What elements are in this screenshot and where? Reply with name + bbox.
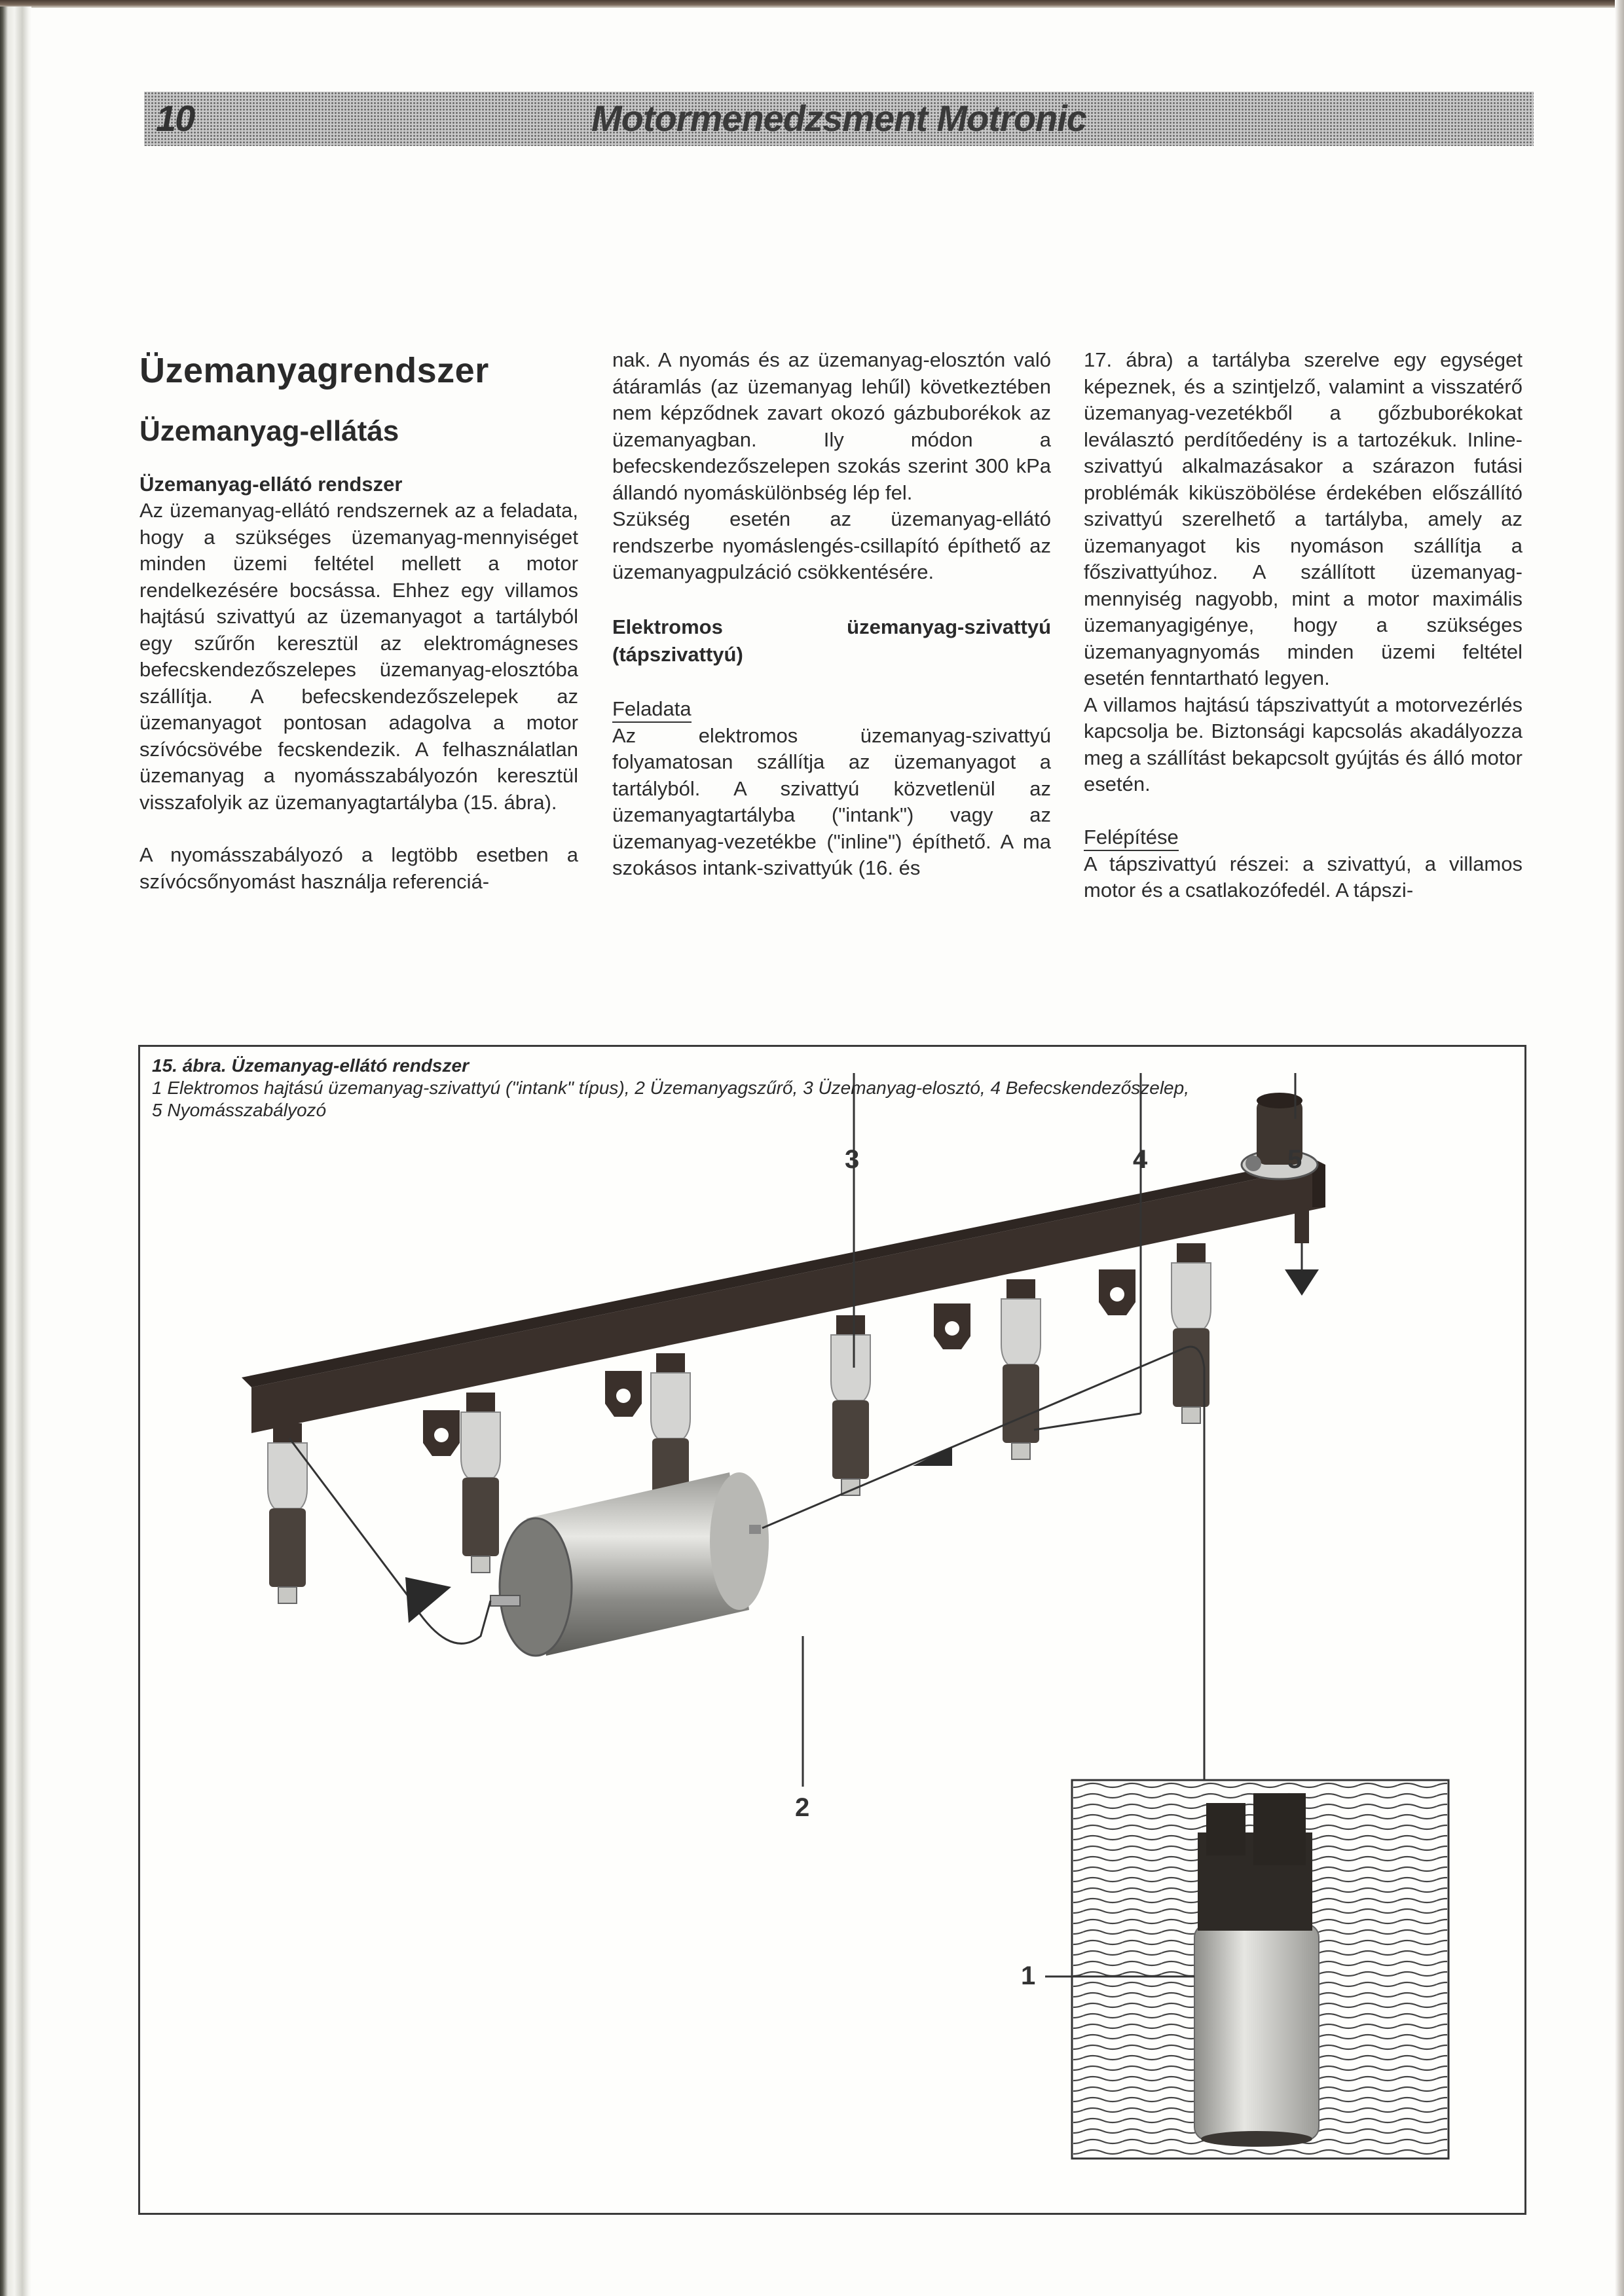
- subhead-feladata: Feladata: [612, 697, 692, 723]
- fuel-system-diagram: [140, 1047, 1524, 2213]
- figure-title: 15. ábra. Üzemanyag-ellátó rendszer: [152, 1055, 469, 1076]
- callout-2: 2: [795, 1793, 810, 1822]
- paragraph: A villamos hajtású tápszivattyút a motorvezérlés kapcsolja be. Biztonsági kapcsolás akadályozza meg a szállítást bekapcsolt gyújtás és álló motor esetén.: [1084, 693, 1522, 795]
- fuel-rail-icon: [242, 1158, 1325, 1433]
- scan-top-edge: [0, 0, 1624, 8]
- paragraph: 17. ábra) a tartályba szerelve egy egységet képeznek, és a szintjelző, valamint a visszatérő üzemanyag-vezetékből a gőzbuborékokat leválasztó perdítőedény is a tartozékuk. Inline-szivattyú alkalmazásakor a szárazon futási problémák kiküszöbölése érdekében előszállító szivattyú szerelhető a tartályba, amely az üzemanyagot kis nyomáson szállítja a főszivattyúhoz. A szállított üzemanyag-mennyiség nagyobb, mint a motor maximális üzemanyagigénye, hogy a szükséges üzemanyagnyomás minden üzemi feltétel esetén fenntartható legyen.: [1084, 348, 1522, 689]
- subsection-title: Elektromos üzemanyag-szivattyú (tápszivattyú): [612, 615, 1051, 666]
- return-arrow-icon: [1285, 1269, 1319, 1296]
- figure-legend-line: 1 Elektromos hajtású üzemanyag-szivattyú ("intank" típus), 2 Üzemanyagszűrő, 3 Üzemanyag-elosztó, 4 Befecskendezőszelep,: [152, 1078, 1189, 1098]
- section-title: Üzemanyag-ellátás: [139, 415, 399, 447]
- callout-4: 4: [1133, 1145, 1148, 1174]
- running-title: Motormenedzsment Motronic: [591, 98, 1086, 139]
- paragraph: Az üzemanyag-ellátó rendszernek az a feladata, hogy a szükséges üzemanyag-mennyiséget minden üzemi feltétel mellett a motor rendelkezésére bocsássa. Ehhez egy villamos hajtású szivattyú az üzemanyagot a tartályból egy szűrőn keresztül az elektromágneses befecskendezőszelepes üzemanyag-elosztóba szállítja. A befecskendezőszelepek az üzemanyagot pontosan adagolva a motor szívócsövébe fecskendezik. A felhasználatlan üzemanyag a nyomásszabályozón keresztül visszafolyik az üzemanyagtartályba (15. ábra).: [139, 499, 578, 814]
- paragraph: Az elektromos üzemanyag-szivattyú folyamatosan szállítja az üzemanyagot a tartályból. A szivattyú közvetlenül az üzemanyagtartályba ("intank") vagy az üzemanyag-vezetékbe ("inline") építhető. A ma szokásos intank-szivattyúk (16. és: [612, 723, 1051, 879]
- paragraph: A nyomásszabályozó a legtöbb esetben a szívócsőnyomást használja referenciá-: [139, 843, 578, 893]
- figure-15: [138, 1045, 1526, 2215]
- subsection-title: Üzemanyag-ellátó rendszer: [139, 473, 403, 496]
- callout-5: 5: [1287, 1145, 1302, 1174]
- paragraph: A tápszivattyú részei: a szivattyú, a villamos motor és a csatlakozófedél. A tápszi-: [1084, 852, 1522, 902]
- chapter-title: Üzemanyagrendszer: [139, 351, 489, 390]
- scan-right-edge: [1615, 0, 1624, 2296]
- paragraph: nak. A nyomás és az üzemanyag-elosztón való átáramlás (az üzemanyag lehűl) következtében nem képződnek zavart okozó gázbuborékok az üzemanyagban. Ily módon a befecskendezőszelepen szokás szerint 300 kPa állandó nyomáskülönbség lép fel.: [612, 348, 1051, 504]
- electric-fuel-pump-icon: [1194, 1793, 1319, 2147]
- subhead-felepitese: Felépítése: [1084, 825, 1179, 851]
- running-header: [144, 92, 1534, 146]
- callout-3: 3: [845, 1145, 860, 1174]
- text-column-1: [139, 347, 578, 895]
- fuel-filter-icon: [490, 1472, 769, 1656]
- figure-legend-line: 5 Nyomásszabályozó: [152, 1100, 327, 1120]
- flow-arrow-icon: [405, 1577, 451, 1623]
- paragraph: Szükség esetén az üzemanyag-ellátó rendszerbe nyomáslengés-csillapító építhető az üzemanyagpulzáció csökkentésére.: [612, 507, 1051, 583]
- flow-arrow-icon: [913, 1446, 952, 1466]
- callout-1: 1: [1021, 1961, 1036, 1990]
- page-number: 10: [156, 98, 194, 139]
- text-column-3: [1084, 347, 1522, 904]
- text-column-2: [612, 347, 1051, 882]
- figure-caption: [152, 1055, 1189, 1121]
- book-spine-edge: [0, 7, 31, 2296]
